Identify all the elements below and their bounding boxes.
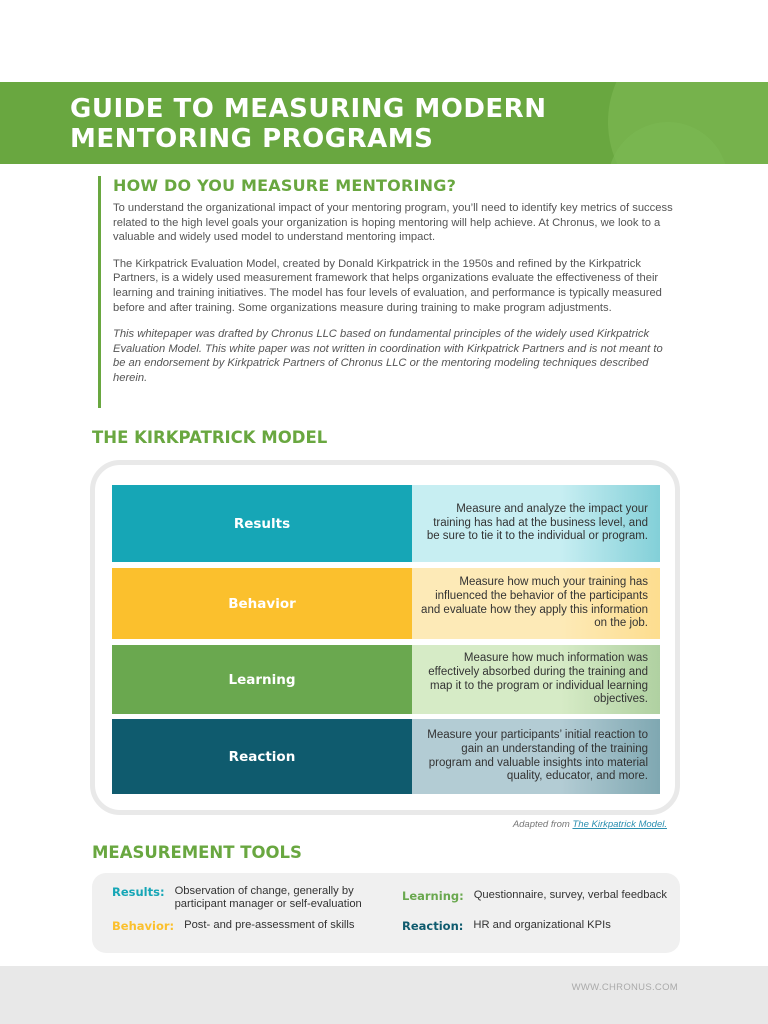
measurement-tools-box: [92, 873, 680, 953]
level-label-reaction: Reaction: [112, 719, 412, 794]
tool-name-reaction: Reaction:: [402, 919, 464, 933]
level-label-behavior: Behavior: [112, 568, 412, 639]
credit-link[interactable]: The Kirkpatrick Model.: [572, 819, 667, 830]
tool-text-reaction: HR and organizational KPIs: [473, 919, 611, 931]
measurement-tools-heading: MEASUREMENT TOOLS: [92, 843, 302, 862]
level-desc-reaction: Measure your participants’ initial reaction to gain an understanding of the training program and valuable insights into material quality, educator, and more.: [412, 719, 660, 794]
tool-item-results: [112, 885, 382, 911]
level-label-learning: Learning: [112, 645, 412, 714]
intro-paragraph-1: To understand the organizational impact of your mentoring program, you’ll need to identify key metrics of success related to the high level goals your organization is hoping mentoring will help achieve. At Chronus, we look to a valuable and widely used model to understand mentoring impact.: [113, 202, 673, 244]
level-desc-behavior: Measure how much your training has influenced the behavior of the participants and evaluate how they apply this information on the job.: [412, 568, 660, 639]
intro-paragraph-2: The Kirkpatrick Evaluation Model, created by Donald Kirkpatrick in the 1950s and refined by the Kirkpatrick Partners, is a widely used measurement framework that helps organizations evaluate the effectiveness of their learning and training initiatives. The model has four levels of evaluation, and performance is typically measured before and after training. Some organizations measure during training to make program adjustments.: [113, 257, 662, 314]
intro-heading: HOW DO YOU MEASURE MENTORING?: [113, 176, 457, 195]
credit-prefix: Adapted from: [512, 819, 573, 830]
tool-name-behavior: Behavior:: [112, 919, 175, 933]
tool-text-learning: Questionnaire, survey, verbal feedback: [473, 889, 667, 901]
tool-item-learning: [402, 889, 672, 903]
level-desc-learning: Measure how much information was effectively absorbed during the training and map it to the program or individual learning objectives.: [412, 645, 660, 714]
level-desc-results: Measure and analyze the impact your training has had at the business level, and be sure to tie it to the individual or program.: [412, 485, 660, 562]
level-label-results: Results: [112, 485, 412, 562]
page-title: [70, 94, 630, 154]
footer-url[interactable]: WWW.CHRONUS.COM: [571, 982, 678, 993]
top-margin: [0, 0, 768, 82]
level-row-results: [112, 485, 660, 562]
tool-text-results: Observation of change, generally by participant manager or self-evaluation: [174, 885, 362, 911]
kirkpatrick-model-heading: THE KIRKPATRICK MODEL: [92, 428, 328, 447]
tool-text-behavior: Post- and pre-assessment of skills: [184, 919, 355, 931]
model-credit: [513, 819, 667, 830]
level-row-behavior: [112, 568, 660, 639]
tool-name-learning: Learning:: [402, 889, 464, 903]
page-title-line2: MENTORING PROGRAMS: [70, 124, 434, 154]
intro-section: [98, 176, 673, 408]
level-row-learning: [112, 645, 660, 714]
title-banner: [0, 82, 768, 164]
tool-item-reaction: [402, 919, 672, 933]
tool-item-behavior: [112, 919, 382, 933]
page-footer: [0, 966, 768, 1024]
disclaimer-paragraph: This whitepaper was drafted by Chronus LLC based on fundamental principles of the widely used Kirkpatrick Evaluation Model. This white paper was not written in coordination with Kirkpatrick Partners and is not meant to be an endorsement by Kirkpatrick Partners of Chronus LLC or the mentoring modeling techniques described herein.: [113, 328, 663, 384]
page-title-line1: GUIDE TO MEASURING MODERN: [70, 94, 547, 124]
tool-name-results: Results:: [112, 885, 165, 899]
level-row-reaction: [112, 719, 660, 794]
